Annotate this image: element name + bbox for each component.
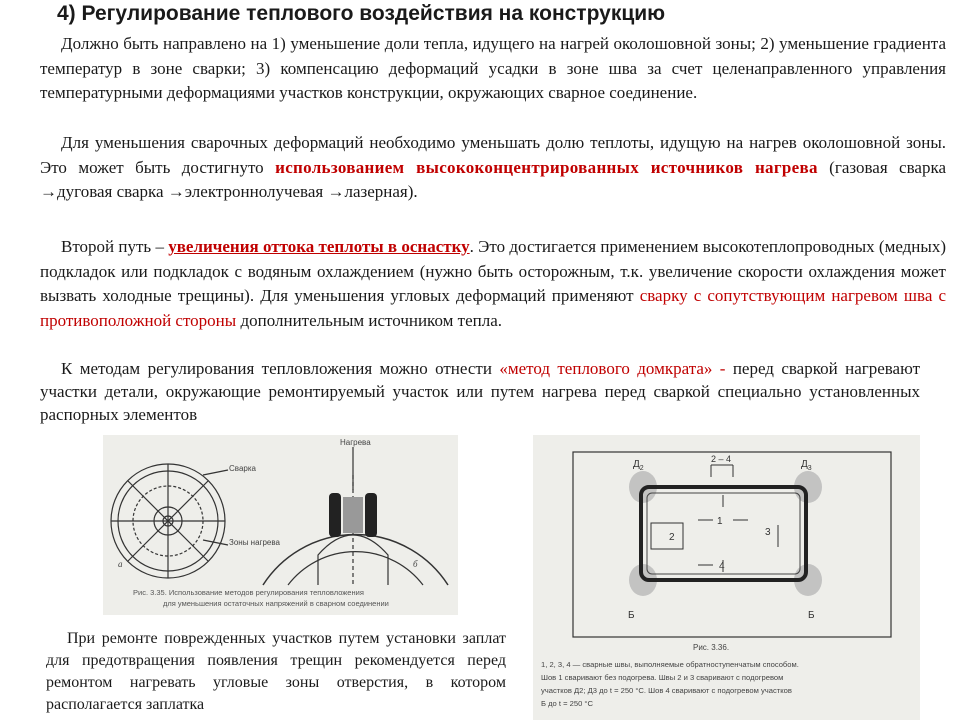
paragraph-3 (40, 235, 946, 333)
paragraph-5 (46, 628, 506, 716)
figure-3-36-caption-3: участков Д2; Д3 до t = 250 °С. Шов 4 сваривают с подогревом участков (541, 686, 792, 695)
paragraph-4-text-a: К методам регулирования тепловложения можно отнести (61, 359, 500, 378)
label-b-right: Б (808, 610, 815, 621)
paragraph-5-text: При ремонте поврежденных участков путем установки заплат для предотвращения появления трещин рекомендуется перед ремонтом нагревать угловые зоны отверстия, в котором располагается заплатка (46, 630, 506, 713)
paragraph-2-text-a: Для уменьшения сварочных деформаций необходимо уменьшать долю теплоты, идущую на нагрев околошовной зоны. Это может быть достигнуто (40, 133, 946, 177)
paragraph-3-text-c: дополнительным источником тепла. (236, 310, 502, 330)
label-b: б (413, 559, 418, 569)
paragraph-3-text-b: . Это достигается применением высокотеплопроводных (медных) подкладок или подкладок с водяным охлаждением (нужно быть осторожным, т.к. увеличение скорости охлаждения может вызвать холодные трещины). Для уменьшения угловых деформаций применяют (40, 237, 946, 305)
label-b-left: Б (628, 610, 635, 621)
paragraph-1 (40, 32, 946, 106)
paragraph-3-highlight: увеличения оттока теплоты в оснастку (168, 237, 470, 256)
figure-3-36 (533, 435, 920, 720)
label-zony-nagreva: Зоны нагрева (229, 538, 280, 547)
label-d2: $Д_2$ (633, 459, 644, 472)
figure-3-36-caption-2: Шов 1 сваривают без подогрева. Швы 2 и 3 сваривают с подогревом (541, 673, 784, 682)
paragraph-3-highlight-2: сварку с сопутствующим нагревом шва с противоположной стороны (40, 286, 947, 330)
slide-title: 4) Регулирование теплового воздействия на конструкцию (57, 2, 666, 25)
label-a: а (118, 559, 123, 569)
label-d3: $Д_3$ (801, 459, 812, 472)
label-seam-3: 3 (765, 527, 771, 538)
label-nagreva: Нагрева (340, 438, 371, 447)
paragraph-2-highlight: использованием высококонцентрированных источников нагрева (275, 157, 818, 177)
figure-3-35 (103, 435, 458, 615)
label-seam-2: 2 (669, 532, 675, 543)
paragraph-4 (40, 357, 920, 426)
label-svarka: Сварка (229, 464, 256, 473)
figure-3-35-drawing (103, 435, 458, 615)
figure-3-36-caption-1: 1, 2, 3, 4 — сварные швы, выполняемые обратноступенчатым способом. (541, 660, 799, 669)
figure-3-36-caption-4: Б до t = 250 °С (541, 699, 593, 708)
label-seam-1: 1 (717, 516, 723, 527)
paragraph-2-text-b: (газовая сварка →дуговая сварка →электроннолучевая →лазерная). (40, 157, 946, 201)
label-seam-4: 4 (719, 561, 725, 572)
label-seam-2-4: 2 – 4 (711, 454, 732, 464)
figure-3-36-number: Рис. 3.36. (693, 643, 730, 652)
paragraph-3-text-a: Второй путь – (61, 237, 169, 256)
paragraph-4-highlight: «метод теплового домкрата» - (499, 359, 726, 378)
paragraph-1-text: Должно быть направлено на 1) уменьшение доли тепла, идущего на нагрей околошовной зоны; 2) уменьшение градиента температур в зоне сварки; 3) компенсацию деформаций усадки в зоне шва за счет целенаправленного управления температурными деформациями участков конструкции, окружающих сварное соединение. (40, 34, 946, 102)
figure-3-35-caption-2: для уменьшения остаточных напряжений в сварном соединении (163, 599, 389, 608)
paragraph-4-text-b: перед сваркой нагревают участки детали, окружающие ремонтируемый участок или путем нагрева перед сваркой специально установленных распорных элементов (40, 359, 921, 424)
paragraph-2 (40, 131, 946, 205)
figure-3-35-caption-1: Рис. 3.35. Использование методов регулирования тепловложения (133, 588, 364, 597)
figure-3-36-drawing (533, 435, 920, 720)
